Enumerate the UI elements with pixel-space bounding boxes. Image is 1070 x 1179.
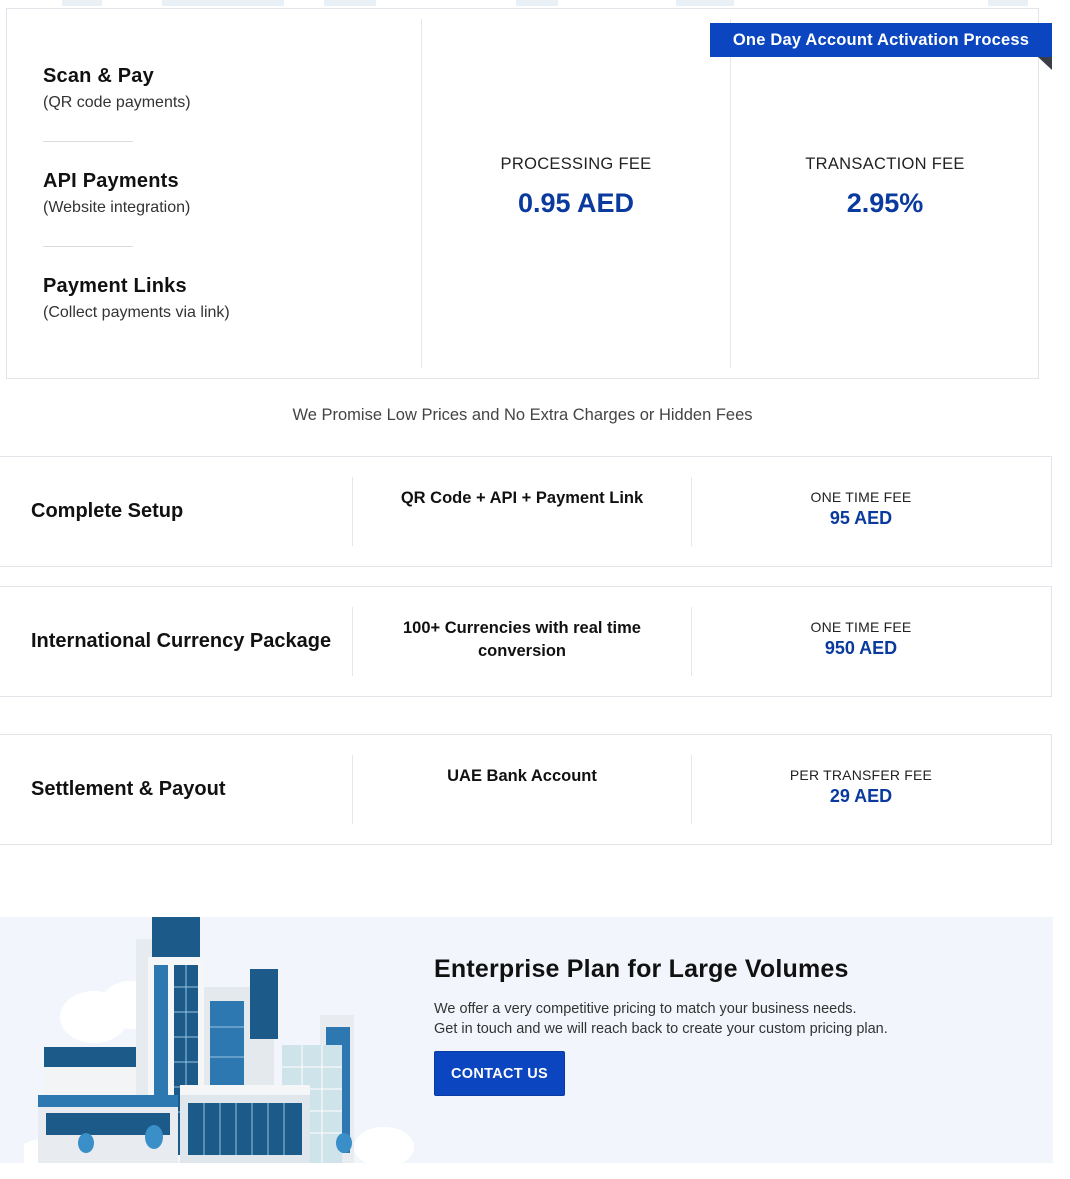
activation-ribbon: One Day Account Activation Process [710,23,1052,57]
addon-fee-value: 950 AED [824,638,898,658]
divider [43,246,133,247]
addon-fee-value: 95 AED [829,508,893,528]
addon-description: UAE Bank Account [447,767,597,785]
method-subtitle: (Collect payments via link) [43,304,230,321]
addon-fee-label: ONE TIME FEE [810,619,912,635]
addon-fee-label: PER TRANSFER FEE [789,767,933,783]
processing-fee-label: PROCESSING FEE [500,155,652,173]
addon-description: QR Code + API + Payment Link [400,489,644,507]
processing-fee-value: 0.95 AED [517,188,635,218]
processing-fee [422,9,730,378]
addon-row-complete-setup [0,456,1052,567]
building-illustration-icon [24,917,414,1163]
method-subtitle: (QR code payments) [43,94,191,111]
addon-name: Settlement & Payout [31,778,226,800]
top-strip [0,0,1070,8]
addon-row-international-currency [0,586,1052,697]
enterprise-line-2: Get in touch and we will reach back to create your custom pricing plan. [434,1021,888,1037]
payment-methods [7,9,421,378]
addon-fee [691,767,1031,807]
divider [43,141,133,142]
method-title: Scan & Pay [43,65,154,87]
promise-text: We Promise Low Prices and No Extra Charges or Hidden Fees [292,406,753,424]
method-subtitle: (Website integration) [43,199,191,216]
enterprise-line-1: We offer a very competitive pricing to match your business needs. [434,1001,857,1017]
addon-fee [691,489,1031,529]
contact-us-button[interactable]: CONTACT US [434,1051,565,1096]
pricing-card [6,8,1039,379]
addon-description: 100+ Currencies with real time conversion [403,619,641,660]
method-api-payments [43,170,190,217]
ribbon-fold [1038,57,1052,70]
addon-fee-label: ONE TIME FEE [810,489,912,505]
enterprise-title: Enterprise Plan for Large Volumes [434,955,849,983]
addon-row-settlement-payout [0,734,1052,845]
enterprise-description [434,999,888,1039]
addon-name: Complete Setup [31,500,184,522]
transaction-fee-label: TRANSACTION FEE [805,155,965,173]
addon-name: International Currency Package [31,630,332,652]
method-scan-pay [43,65,191,112]
transaction-fee [731,9,1039,378]
method-title: Payment Links [43,275,187,297]
method-title: API Payments [43,170,179,192]
addon-fee-value: 29 AED [829,786,893,806]
enterprise-section [0,917,1053,1163]
addon-fee [691,619,1031,659]
method-payment-links [43,275,230,322]
transaction-fee-value: 2.95% [846,188,924,218]
